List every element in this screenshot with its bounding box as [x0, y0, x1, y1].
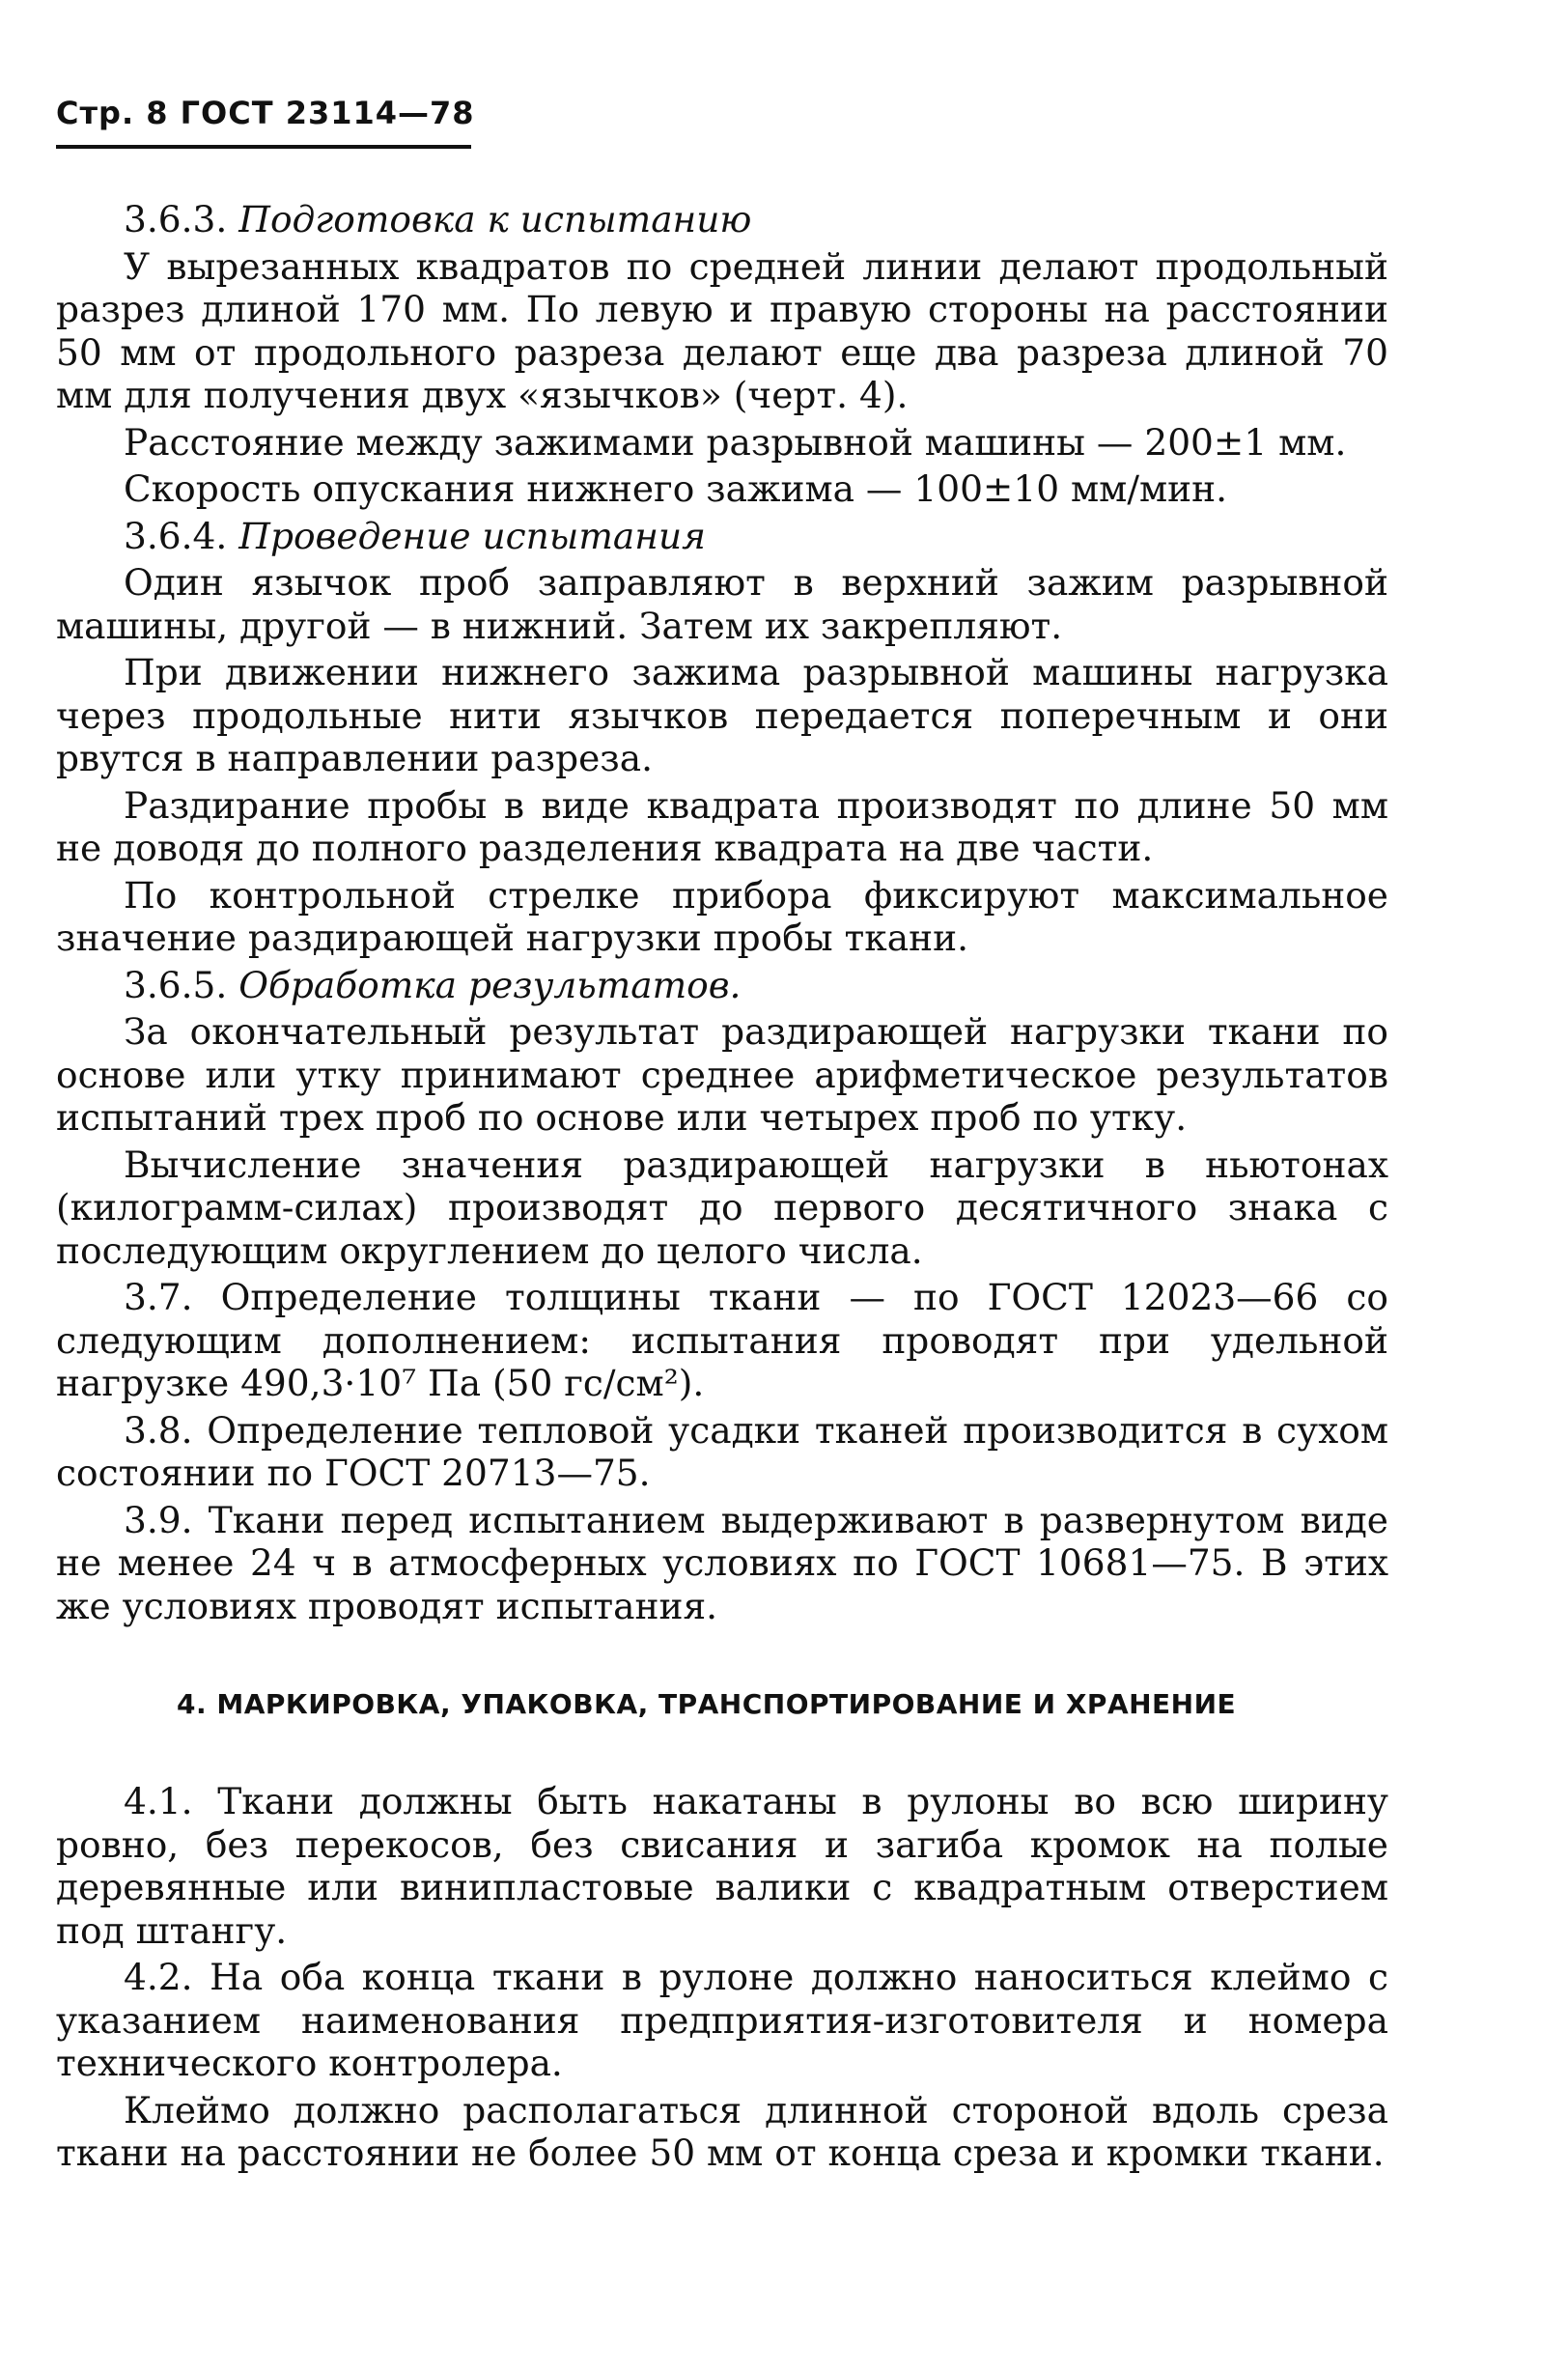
paragraph: По контрольной стрелке прибора фиксируют максимальное значение раздирающей нагрузки пробы ткани.: [56, 873, 1388, 959]
header-rule: [56, 145, 471, 149]
subsection-number: 3.6.3.: [124, 198, 228, 240]
paragraph-4-1: 4.1. Ткани должны быть накатаны в рулоны во всю ширину ровно, без перекосов, без свисания и загиба кромок на полые деревянные или винипластовые валики с квадратным отверстием под штангу.: [56, 1780, 1388, 1952]
subsection-title: Обработка результатов.: [238, 963, 742, 1006]
subsection-number: 3.6.4.: [124, 514, 228, 557]
subsection-heading-3-6-5: [56, 964, 1388, 1007]
subsection-title: Проведение испытания: [238, 514, 706, 557]
paragraph: Раздирание пробы в виде квадрата производят по длине 50 мм не доводя до полного разделения квадрата на две части.: [56, 783, 1388, 869]
paragraph: За окончательный результат раздирающей нагрузки ткани по основе или утку принимают среднее арифметическое результатов испытаний трех проб по основе или четырех проб по утку.: [56, 1010, 1388, 1139]
paragraph-4-2: 4.2. На оба конца ткани в рулоне должно наноситься клеймо с указанием наименования предприятия-изготовителя и номера технического контролера.: [56, 1956, 1388, 2084]
subsection-title: Подготовка к испытанию: [238, 198, 752, 240]
subsection-number: 3.6.5.: [124, 963, 228, 1006]
paragraph: У вырезанных квадратов по средней линии делают продольный разрез длиной 170 мм. По левую и правую стороны на расстоянии 50 мм от продольного разреза делают еще два разреза длиной 70 мм для получения двух «язычков» (черт. 4).: [56, 244, 1388, 416]
paragraph-3-9: 3.9. Ткани перед испытанием выдерживают в развернутом виде не менее 24 ч в атмосферных условиях по ГОСТ 10681—75. В этих же условиях проводят испытания.: [56, 1498, 1388, 1627]
paragraph-3-8: 3.8. Определение тепловой усадки тканей производится в сухом состоянии по ГОСТ 20713—75.: [56, 1408, 1388, 1494]
section-heading-4: 4. МАРКИРОВКА, УПАКОВКА, ТРАНСПОРТИРОВАНИЕ И ХРАНЕНИЕ: [177, 1688, 1237, 1720]
paragraph: Скорость опускания нижнего зажима — 100±10 мм/мин.: [124, 467, 1228, 510]
paragraph: Вычисление значения раздирающей нагрузки в ньютонах (килограмм-силах) производят до первого десятичного знака с последующим округлением до целого числа.: [56, 1143, 1388, 1272]
paragraph-3-7: 3.7. Определение толщины ткани — по ГОСТ 12023—66 со следующим дополнением: испытания проводят при удельной нагрузке 490,3·10⁷ Па (50 гс/см²).: [56, 1276, 1388, 1404]
paragraph: Клеймо должно располагаться длинной стороной вдоль среза ткани на расстоянии не более 50 мм от конца среза и кромки ткани.: [56, 2088, 1388, 2174]
document-body: [56, 198, 1388, 2179]
paragraph: Расстояние между зажимами разрывной машины — 200±1 мм.: [124, 420, 1347, 464]
subsection-heading-3-6-3: [56, 198, 1388, 241]
paragraph: Один язычок проб заправляют в верхний зажим разрывной машины, другой — в нижний. Затем их закрепляют.: [56, 561, 1388, 647]
paragraph: При движении нижнего зажима разрывной машины нагрузка через продольные нити язычков передается поперечным и они рвутся в направлении разреза.: [56, 651, 1388, 779]
subsection-heading-3-6-4: [56, 515, 1388, 558]
page-header: Стр. 8 ГОСТ 23114—78: [56, 95, 475, 131]
